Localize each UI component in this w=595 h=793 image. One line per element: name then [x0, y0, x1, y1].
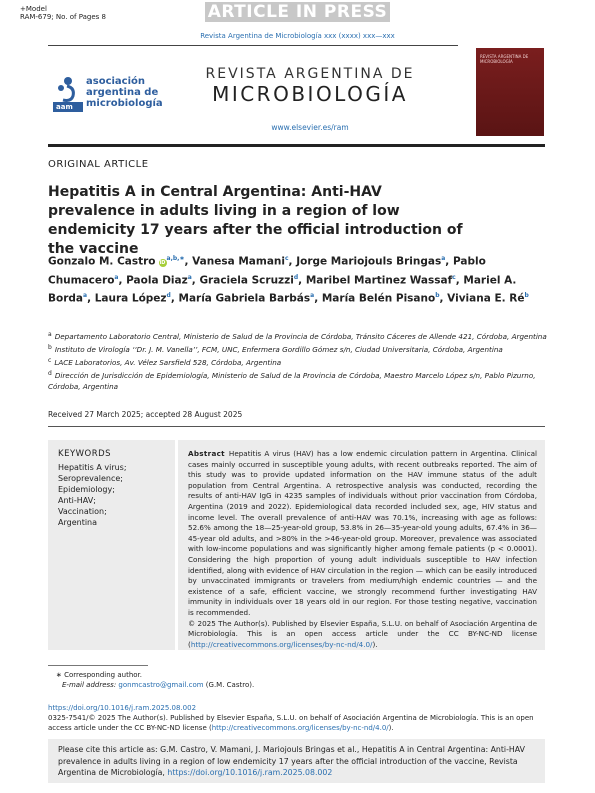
- section-rule: [48, 426, 545, 427]
- author-name: Paola Diaz: [126, 274, 188, 286]
- abstract-label: Abstract: [188, 449, 225, 458]
- cite-body: Please cite this article as: G.M. Castro, V. Mamani, J. Mariojouls Bringas et al., Hepatitis A in Central Argentina: Anti-HAV prevalence in adults living in a region of low endemicity 17 years after the official introduction of the vaccine, Revista Argentina de Microbiología,: [58, 745, 525, 777]
- received-dates: Received 27 March 2025; accepted 28 August 2025: [48, 410, 243, 419]
- keyword-item: Argentina: [58, 518, 98, 527]
- abstract-copyright: © 2025 The Author(s). Published by Elsevier España, S.L.U. on behalf of Asociación Argentina de Microbiología. This is an open access article under the CC BY-NC-ND license (: [188, 618, 537, 649]
- footnote-rule: [48, 665, 148, 666]
- journal-name-main: MICROBIOLOGÍA: [212, 82, 408, 106]
- orcid-icon[interactable]: iD: [159, 259, 166, 266]
- affiliation-marker: a: [48, 331, 52, 338]
- abstract-copyright-end: ).: [372, 639, 378, 649]
- affiliation-marker: c: [48, 356, 52, 364]
- keywords-title: KEYWORDS: [58, 449, 112, 459]
- aam-logo: [53, 74, 163, 114]
- author-affiliation-marker[interactable]: a: [114, 273, 119, 281]
- affiliation-list: [48, 330, 548, 392]
- author-name: Jorge Mariojouls Bringas: [296, 255, 442, 268]
- cite-doi-link[interactable]: https://doi.org/10.1016/j.ram.2025.08.002: [167, 768, 333, 777]
- logo-line-1: asociación: [86, 76, 146, 87]
- author-name: María Belén Pisano: [321, 292, 436, 305]
- doi-link[interactable]: https://doi.org/10.1016/j.ram.2025.08.002: [48, 704, 197, 712]
- author-affiliation-marker[interactable]: d: [293, 273, 299, 281]
- email-note: [62, 681, 254, 689]
- journal-cover-image: [476, 48, 544, 136]
- journal-website-link[interactable]: www.elsevier.es/ram: [271, 123, 349, 132]
- affiliation-text: Instituto de Virología ‘‘Dr. J. M. Vanella’’, FCM, UNC, Enfermera Gordillo Gómez s/n, Ciudad Universitaria, Córdoba, Argentina: [54, 345, 503, 355]
- author-affiliation-marker[interactable]: a: [187, 273, 192, 281]
- article-in-press-banner: ARTICLE IN PRESS: [205, 2, 390, 22]
- affiliation-text: Departamento Laboratorio Central, Ministerio de Salud de la Provincia de Córdoba, Tránsito Cáceres de Allende 421, Córdoba, Argentina: [54, 332, 547, 342]
- affiliation-marker: d: [48, 369, 52, 377]
- affiliation: [48, 343, 548, 356]
- journal-citation-line[interactable]: Revista Argentina de Microbiología xxx (xxxx) xxx—xxx: [200, 32, 395, 40]
- author-name: Vanesa Mamani: [192, 255, 285, 268]
- cover-title: REVISTA ARGENTINA DE MICROBIOLOGÍA: [480, 54, 529, 64]
- keyword-item: Vaccination;: [58, 507, 107, 516]
- author-name: Pablo Chumacero: [48, 255, 486, 286]
- license-link[interactable]: http://creativecommons.org/licenses/by-nc-nd/4.0/: [211, 724, 389, 732]
- author-name: Graciela Scruzzi: [199, 274, 294, 286]
- author-affiliation-marker[interactable]: c: [284, 255, 289, 262]
- article-type: ORIGINAL ARTICLE: [48, 159, 149, 170]
- license-statement: [48, 713, 548, 733]
- keyword-item: Anti-HAV;: [58, 496, 96, 505]
- affiliation: [48, 330, 548, 343]
- author-name: Laura López: [94, 292, 167, 305]
- author-affiliation-marker[interactable]: a: [310, 292, 315, 299]
- keyword-item: Epidemiology;: [58, 485, 115, 494]
- email-suffix: (G.M. Castro).: [203, 681, 255, 689]
- author-affiliation-marker[interactable]: d: [166, 292, 171, 299]
- author-name: Mariel A. Borda: [48, 274, 517, 305]
- author-affiliation-marker[interactable]: a: [441, 255, 446, 262]
- affiliation-marker: b: [48, 343, 52, 351]
- author-affiliation-marker[interactable]: b: [435, 292, 440, 299]
- affiliation: [48, 356, 548, 369]
- author-name: Maribel Martinez Wassaf: [305, 274, 453, 286]
- abstract-license-link[interactable]: http://creativecommons.org/licenses/by-nc-nd/4.0/: [190, 639, 373, 649]
- abstract: [188, 449, 537, 650]
- affiliation-text: LACE Laboratorios, Av. Vélez Sarsfield 528, Córdoba, Argentina: [54, 358, 282, 368]
- author-name: Viviana E. Ré: [447, 292, 525, 305]
- abstract-body: Hepatitis A virus (HAV) has a low endemic circulation pattern in Argentina. Clinical cases mainly occurred in susceptible young adults, with recent outbreaks reported. The aim of this study was to provide updated information on the HAV immune status of the adult population from Central Argentina. A retrospective analysis was conducted, recording the results of anti-HAV IgG in 4235 samples of individuals without prior vaccination from Córdoba, Argentina (2019 and 2022). Epidemiological data recorded included sex, age, HIV status and income level. The overall prevalence of anti-HAV was 70.1%, increasing with age as follows: 52.6% among the 18—25-year-old group, 53.8% in 26—35-year-old young adults, 67.4% in 36—45-year old adults, and >80% in the >46-year-old group. Moreover, prevalence was associated with low-income populations and was significantly higher among female patients (p < 0.0001). Considering the high proportion of young adult individuals susceptible to HAV infection identified, along with evidence of HAV circulation in the region — which can be easily introduced by unvaccinated immigrants or travelers from medium/high endemic countries — and the existence of a safe, efficient vaccine, we strongly recommend further investigating HAV immunity in individuals over 18 years old in our region. For those testing negative, vaccination is recommended.: [188, 449, 537, 617]
- author-list: Gonzalo M. Castro $iD^{a,b,∗}$, Vanesa Mamani$^c$, Jorge Mariojouls Bringas$^a$, Pablo Chumacero$^a$, Paola Diaz$^a$, Graciela Scruzzi$^d$, Maribel Martinez Wassaf$^c$, Mariel A. Borda$^a$, Laura López$^d$, María Gabriela Barbás$^a$, María Belén Pisano$^b$, Viviana E. $Ré^b$: [48, 255, 529, 305]
- corresponding-author-note: ∗ Corresponding author.: [56, 671, 142, 679]
- author-affiliation-marker[interactable]: b: [524, 292, 529, 299]
- license-end: ).: [388, 724, 394, 732]
- author-affiliation-marker[interactable]: c: [452, 273, 456, 281]
- manuscript-ref: RAM-679; No. of Pages 8: [20, 13, 106, 21]
- logo-line-2: argentina de: [86, 87, 159, 98]
- masthead-rule: [48, 144, 545, 147]
- keywords-list: [58, 462, 127, 528]
- journal-name-top: REVISTA ARGENTINA DE: [205, 66, 415, 82]
- header-rule: [48, 45, 458, 46]
- model-label: +Model: [20, 5, 47, 13]
- affiliation: [48, 369, 548, 392]
- author-affiliation-marker[interactable]: a: [83, 292, 88, 299]
- email-link[interactable]: gonmcastro@gmail.com: [118, 681, 204, 689]
- license-text: 0325-7541/© 2025 The Author(s). Published by Elsevier España, S.L.U. on behalf of Asociación Argentina de Microbiología. This is an open access article under the CC BY-NC-ND license (: [48, 714, 534, 732]
- author-name: María Gabriela Barbás: [178, 292, 311, 305]
- affiliation-text: Dirección de Jurisdicción de Epidemiología, Ministerio de Salud de la Provincia de Córdoba, Maestro Marcelo López s/n, Pablo Pizurno, Córdoba, Argentina: [48, 371, 536, 391]
- article-title: Hepatitis A in Central Argentina: Anti-HAV prevalence in adults living in a region of low endemicity 17 years after the official introduction of the vaccine: [48, 184, 463, 257]
- keyword-item: Seroprevalence;: [58, 474, 123, 483]
- author-name: Gonzalo M. Castro: [48, 255, 156, 268]
- logo-line-3: microbiología: [86, 98, 163, 109]
- author-affiliation-marker[interactable]: a,b,∗: [166, 255, 185, 262]
- cite-text: [58, 744, 538, 779]
- email-label: E-mail address:: [62, 681, 119, 689]
- logo-abbr: aam: [56, 103, 73, 111]
- keyword-item: Hepatitis A virus;: [58, 463, 127, 472]
